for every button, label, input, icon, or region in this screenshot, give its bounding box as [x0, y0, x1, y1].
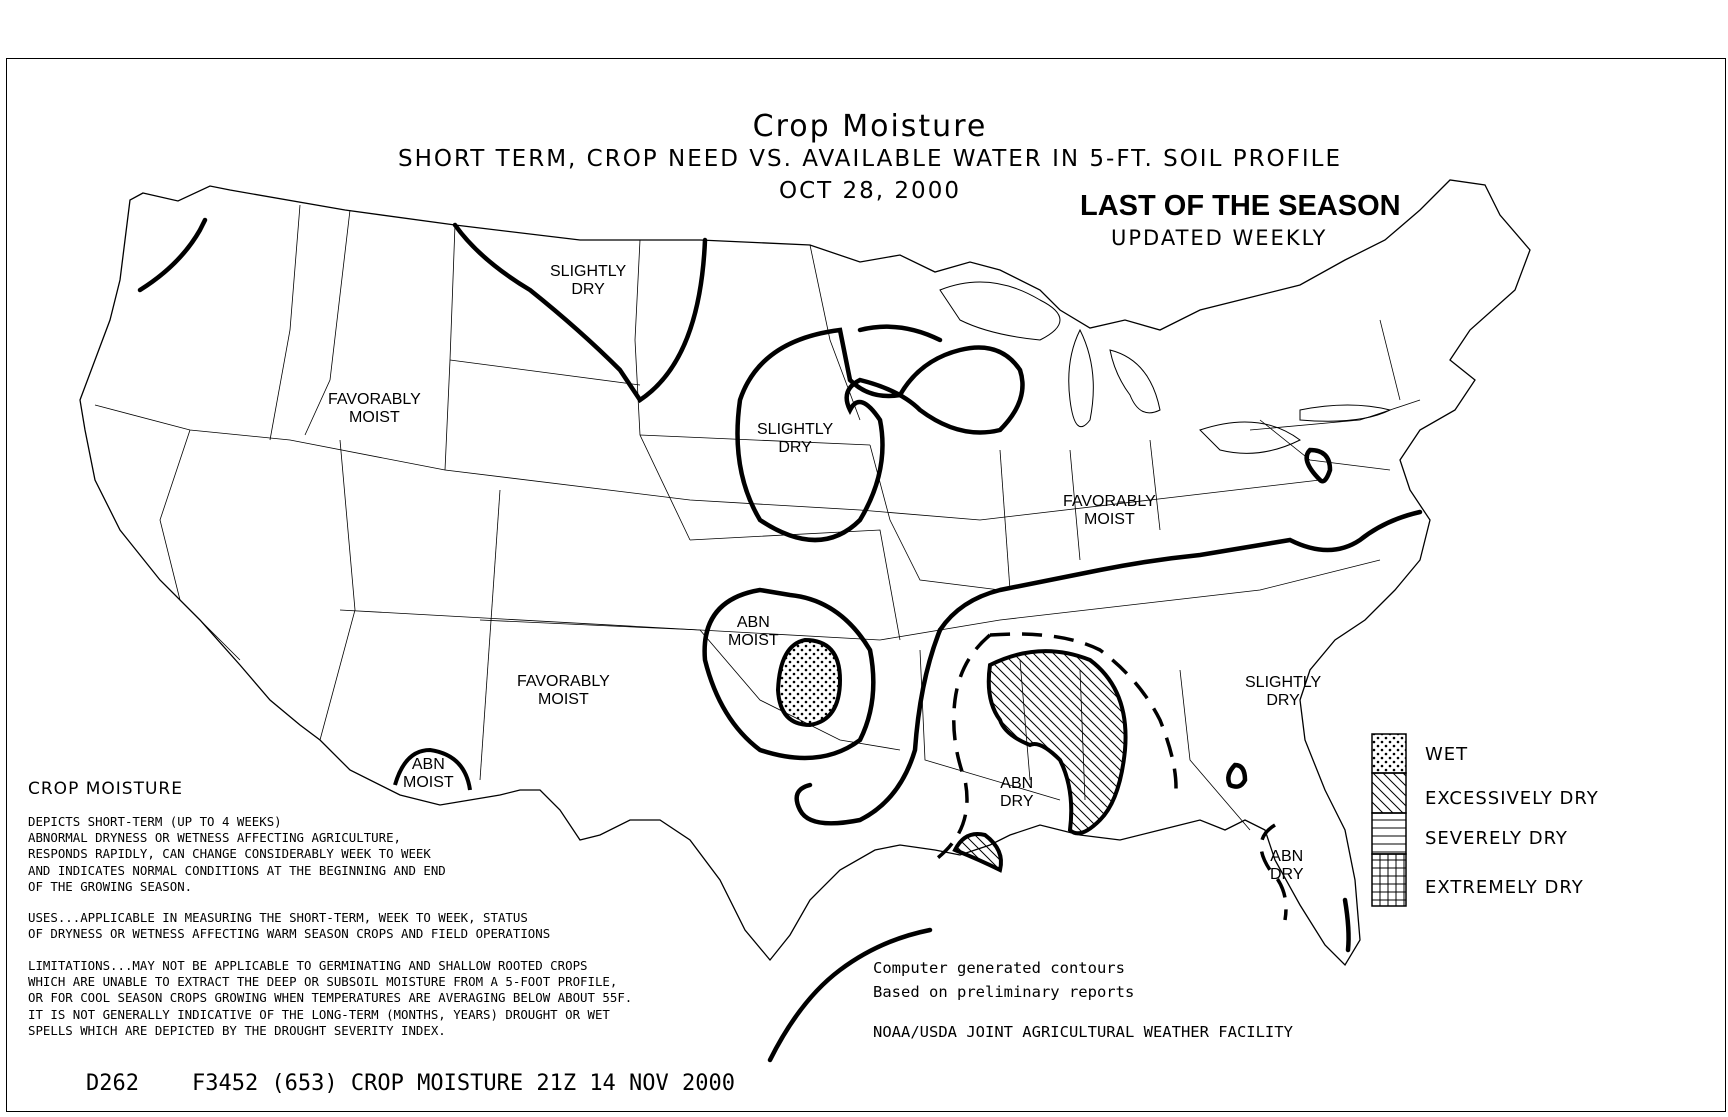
region-label-slightly-dry-north: SLIGHTLY DRY [550, 263, 627, 298]
legend-key-boxes [1372, 734, 1406, 906]
credit-line-2: Based on preliminary reports [873, 983, 1135, 1001]
update-note: UPDATED WEEKLY [1111, 226, 1328, 250]
region-label-favorably-moist-east: FAVORABLY MOIST [1063, 493, 1156, 528]
region-label-abn-dry-fl: ABN DRY [1270, 848, 1304, 883]
credit-line-3: NOAA/USDA JOINT AGRICULTURAL WEATHER FACILITY [873, 1023, 1293, 1041]
product-code: D262 F3452 (653) CROP MOISTURE 21Z 14 NOV 2000 [86, 1071, 736, 1096]
wet-area [778, 640, 840, 725]
region-label-abn-moist-az: ABN MOIST [403, 756, 454, 791]
wet-swatch [1372, 734, 1406, 773]
great-lakes [940, 282, 1390, 453]
legend-heading: CROP MOISTURE [28, 779, 183, 799]
key-excessively-dry-label: EXCESSIVELY DRY [1425, 788, 1599, 809]
key-wet-label: WET [1425, 744, 1469, 765]
region-label-slightly-dry-ga: SLIGHTLY DRY [1245, 674, 1322, 709]
credit-line-1: Computer generated contours [873, 959, 1125, 977]
map-title: Crop Moisture [752, 109, 988, 144]
severely-dry-swatch [1372, 813, 1406, 854]
key-extremely-dry-label: EXTREMELY DRY [1425, 877, 1584, 898]
region-label-favorably-moist-nw: FAVORABLY MOIST [328, 391, 421, 426]
excessively-dry-swatch [1372, 773, 1406, 813]
region-label-abn-moist-plains: ABN MOIST [728, 614, 779, 649]
legend-depicts: DEPICTS SHORT-TERM (UP TO 4 WEEKS) ABNORMAL DRYNESS OR WETNESS AFFECTING AGRICULTURE, RESPONDS RAPIDLY, CAN CHANGE CONSIDERABLY WEEK TO WEEK AND INDICATES NORMAL CONDITIONS AT THE BEGINNING AND END OF THE GROWING SEASON. [28, 814, 446, 894]
map-date: OCT 28, 2000 [779, 178, 961, 204]
key-severely-dry-label: SEVERELY DRY [1425, 828, 1568, 849]
region-label-favorably-moist-sw: FAVORABLY MOIST [517, 673, 610, 708]
extremely-dry-swatch [1372, 854, 1406, 906]
region-label-abn-dry-la: ABN DRY [1000, 775, 1034, 810]
season-note: LAST OF THE SEASON [1080, 190, 1401, 222]
legend-limitations: LIMITATIONS...MAY NOT BE APPLICABLE TO GERMINATING AND SHALLOW ROOTED CROPS WHICH ARE UNABLE TO EXTRACT THE DEEP OR SUBSOIL MOISTURE FROM A 5-FOOT PROFILE, OR FOR COOL SEASON CROPS GROWING WHEN TEMPERATURES ARE AVERAGING BELOW ABOUT 55F. IT IS NOT GENERALLY INDICATIVE OF THE LONG-TERM (MONTHS, YEARS) DROUGHT OR WET SPELLS WHICH ARE DEPICTED BY THE DROUGHT SEVERITY INDEX. [28, 958, 633, 1038]
legend-uses: USES...APPLICABLE IN MEASURING THE SHORT-TERM, WEEK TO WEEK, STATUS OF DRYNESS OR WETNESS AFFECTING WARM SEASON CROPS AND FIELD OPERATIONS [28, 910, 551, 942]
small-dry-area [955, 834, 1001, 870]
region-label-slightly-dry-midwest: SLIGHTLY DRY [757, 421, 834, 456]
map-subtitle: SHORT TERM, CROP NEED VS. AVAILABLE WATER IN 5-FT. SOIL PROFILE [397, 146, 1343, 172]
